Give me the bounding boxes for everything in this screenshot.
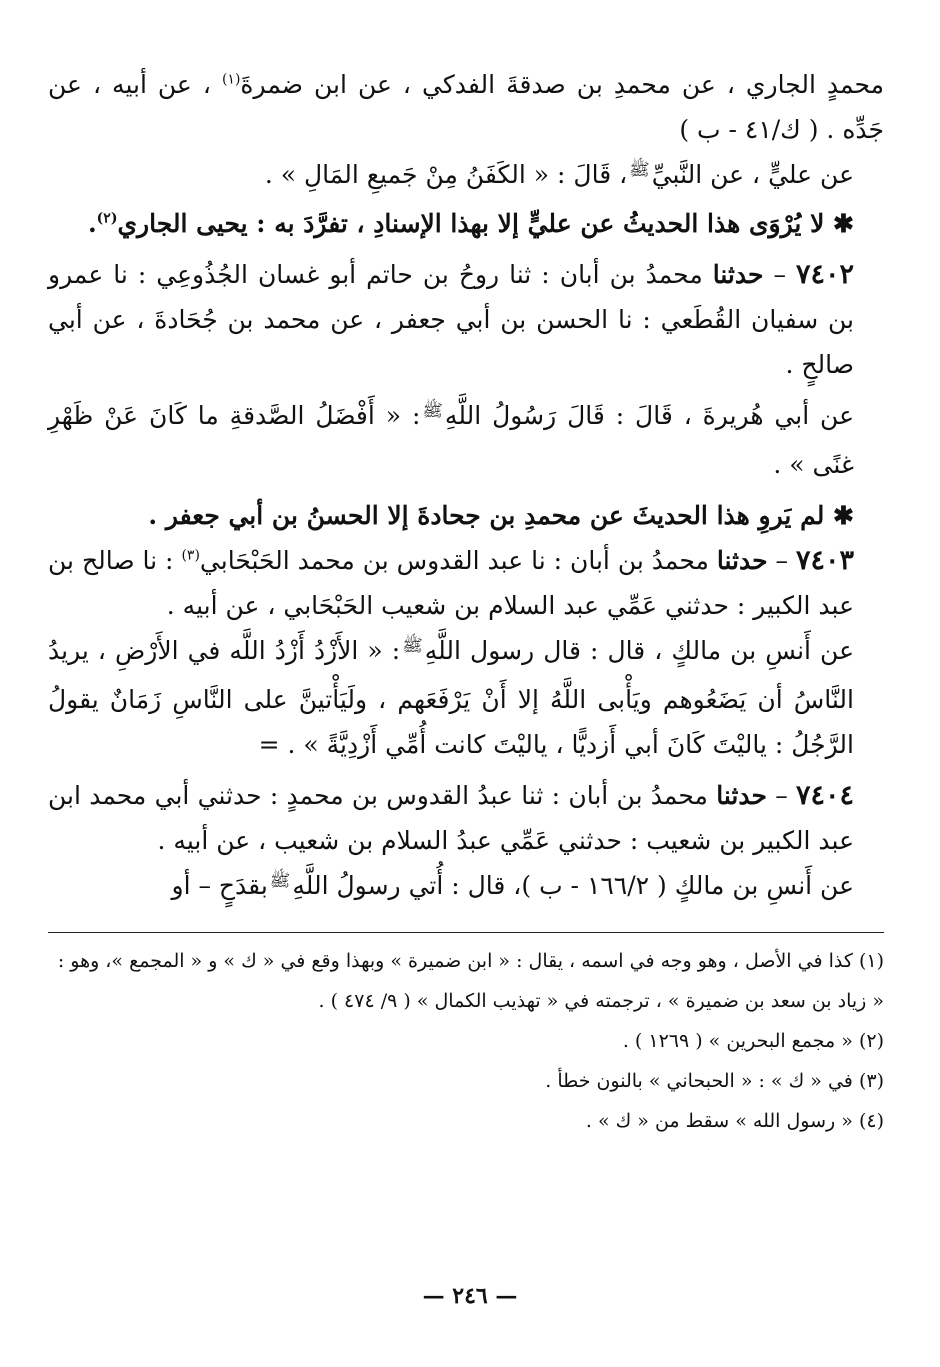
isnad-text: محمدٍ الجاري ، عن محمدِ بن صدقةَ الفدكي ، عن ابن ضمرةَ bbox=[240, 70, 885, 99]
footnote-ref-1: (١) bbox=[221, 71, 241, 88]
salla-symbol: ﷺ bbox=[269, 871, 291, 891]
footnote-text: كذا في الأصل ، وهو وجه في اسمه ، يقال : « ابن ضميرة » وبهذا وقع في « ك » و « المجمع »، وهو : « زياد بن سعد بن ضميرة » ، ترجمته في « تهذيب الكمال » ( ٩/ ٤٧٤ ) . bbox=[57, 950, 884, 1012]
matn-text-end: : « الأَزْدُ أَزْدُ اللَّه في الأَرْضِ ، يريدُ النَّاسُ أن يَضَعُوهم ويَأْبى اللَّهُ إلا أَنْ يَرْفَعَهم ، ولَيَأْتينَّ على النَّاسِ زَمَانٌ يقولُ الرَّجُلُ : ياليْتَ كَانَ أبي أَزديًّا ، ياليْتَ كانت أُمِّي أَزْدِيَّةً » . = bbox=[48, 636, 854, 759]
hadith-number: ٧٤٠٤ bbox=[796, 780, 855, 811]
hadith-dash: – bbox=[773, 260, 786, 289]
matn-7404 bbox=[48, 863, 884, 912]
hadith-dash: – bbox=[775, 546, 789, 575]
matn-7403 bbox=[48, 628, 884, 767]
matn-text: عن أبي هُريرةَ ، قَالَ : قَالَ رَسُولُ اللَّهِ bbox=[444, 401, 855, 430]
isnad-text: محمدُ بن أبان : ثنا عبدُ القدوس بن محمدٍ : حدثني أبي محمد ابن عبد الكبير بن شعيب : حدثني عَمِّي عبدُ السلام بن شعيب ، عن أبيه . bbox=[48, 781, 854, 855]
hadith-number: ٧٤٠٢ bbox=[795, 259, 854, 290]
note-text: لا يُرْوَى هذا الحديثُ عن عليٍّ إلا بهذا الإسنادِ ، تفرَّدَ به : يحيى الجاري bbox=[117, 209, 825, 238]
hadith-7403-isnad bbox=[48, 538, 884, 628]
note-end: . bbox=[87, 209, 97, 238]
matn-text: عن عليٍّ ، عن النَّبيِّ bbox=[651, 160, 854, 189]
footnote-ref-3: (٣) bbox=[181, 547, 200, 564]
footnotes bbox=[48, 941, 884, 1141]
editor-note-7401 bbox=[48, 201, 884, 246]
footnote-separator bbox=[48, 932, 884, 933]
matn-7402 bbox=[48, 393, 884, 487]
isnad-text: محمدُ بن أبان : نا عبد القدوس بن محمد الحَبْحَابي bbox=[199, 546, 709, 575]
footnote-marker: (٤) bbox=[858, 1110, 884, 1132]
footnote-text: « رسول الله » سقط من « ك » . bbox=[585, 1110, 853, 1132]
matn-text: عن أَنسِ بن مالكٍ ، قال : قال رسول اللَّهِ bbox=[424, 636, 854, 665]
hadith-7402-isnad bbox=[48, 252, 884, 387]
star-marker: ✱ bbox=[833, 209, 854, 238]
footnote-marker: (٢) bbox=[858, 1030, 884, 1052]
isnad-text-end: ، عن أبيه ، عن جَدِّه . ( ك/٤١ - ب ) bbox=[48, 70, 884, 144]
hadith-lead: حدثنا bbox=[716, 546, 768, 575]
footnote-3 bbox=[48, 1061, 884, 1101]
note-text: لم يَروِ هذا الحديثَ عن محمدِ بن جحادةَ إلا الحسنُ بن أبي جعفر . bbox=[148, 501, 825, 530]
salla-symbol: ﷺ bbox=[422, 401, 443, 421]
isnad-text: محمدُ بن أبان : ثنا روحُ بن حاتم أبو غسان الجُذُوعِي : نا عمرو بن سفيان القُطَعي : نا الحسن بن أبي جعفر ، عن محمد بن جُحَادةَ ، عن أبي صالحٍ . bbox=[48, 260, 854, 379]
salla-symbol: ﷺ bbox=[402, 636, 423, 656]
hadith-number: ٧٤٠٣ bbox=[796, 545, 855, 576]
isnad-7401-continuation bbox=[48, 62, 884, 152]
matn-text-end: : « أَفْضَلُ الصَّدقةِ ما كَانَ عَنْ ظَهْرِ غنًى » . bbox=[48, 401, 854, 479]
footnote-marker: (٣) bbox=[858, 1070, 884, 1092]
matn-text-end: بقدَحٍ – أو bbox=[171, 871, 268, 900]
footnote-marker: (١) bbox=[858, 950, 884, 972]
hadith-lead: حدثنا bbox=[716, 781, 767, 810]
page-number: — ٢٤٦ — bbox=[422, 1283, 518, 1309]
footnote-ref-2: (٢) bbox=[96, 210, 118, 227]
footnote-1 bbox=[48, 941, 884, 1021]
hadith-lead: حدثنا bbox=[712, 260, 764, 289]
hadith-dash: – bbox=[775, 781, 788, 810]
salla-symbol: ﷺ bbox=[629, 160, 650, 180]
matn-text-end: ، قَالَ : « الكَفَنُ مِنْ جَميعِ المَالِ » . bbox=[264, 160, 628, 189]
footnote-2 bbox=[48, 1021, 884, 1061]
main-text bbox=[48, 62, 884, 912]
matn-7401 bbox=[48, 152, 884, 201]
hadith-7404-isnad bbox=[48, 773, 884, 863]
editor-note-7402 bbox=[48, 493, 884, 538]
footnote-text: في « ك » : « الحبحاني » بالنون خطأ . bbox=[545, 1070, 853, 1092]
footnote-4 bbox=[48, 1101, 884, 1141]
footnote-text: « مجمع البحرين » ( ١٢٦٩ ) . bbox=[622, 1030, 853, 1052]
matn-text: عن أَنسِ بن مالكٍ ( ١٦٦/٢ - ب )، قال : أُتي رسولُ اللَّهِ bbox=[292, 871, 854, 900]
star-marker: ✱ bbox=[833, 501, 854, 530]
isnad-text-end: : نا صالح بن عبد الكبير : حدثني عَمِّي عبد السلام بن شعيب الحَبْحَابي ، عن أبيه . bbox=[48, 546, 854, 620]
